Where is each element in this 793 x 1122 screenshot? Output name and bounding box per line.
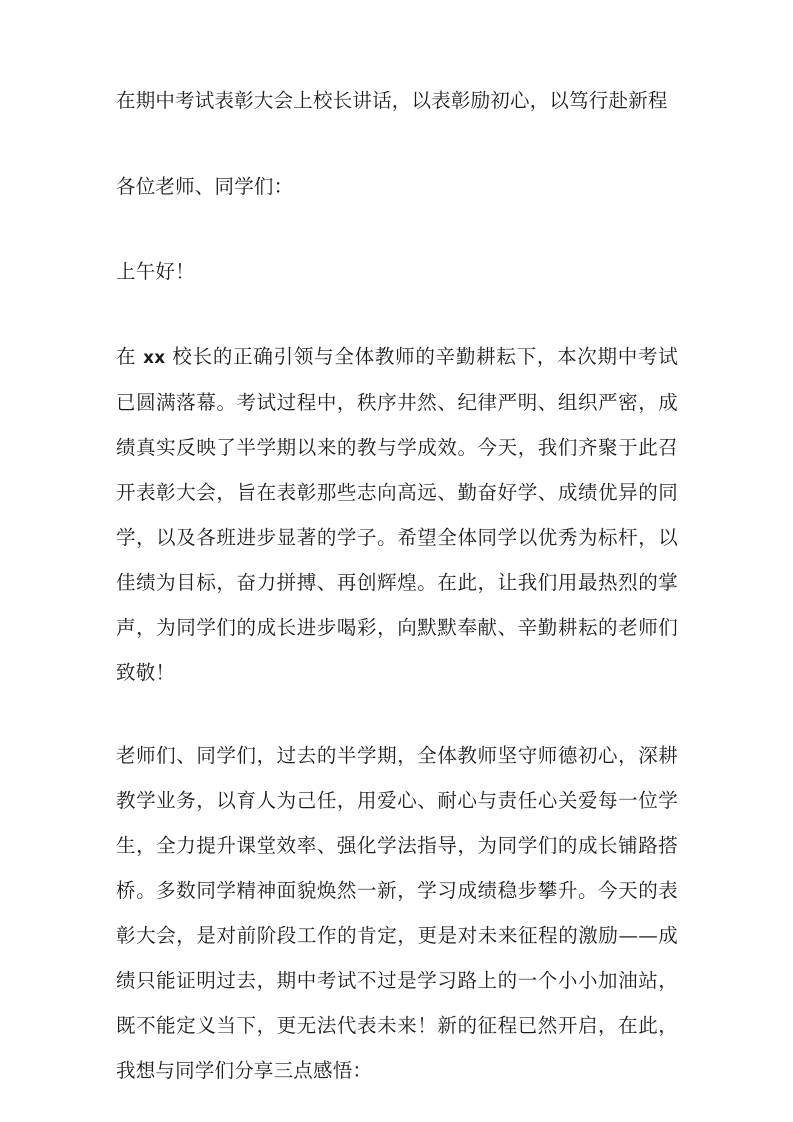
body-paragraph-2: 老师们、同学们，过去的半学期，全体教师坚守师德初心，深耕教学业务，以育人为己任，用爱心、耐心与责任心关爱每一位学生，全力提升课堂效率、强化学法指导，为同学们的成长铺路搭桥。多数同学精神面貌焕然一新，学习成绩稳步攀升。今天的表彰大会，是对前阶段工作的肯定，更是对未来征程的激励——成绩只能证明过去，期中考试不过是学习路上的一个小小加油站，既不能定义当下，更无法代表未来！新的征程已然开启，在此，我想与同学们分享三点感悟：: [116, 744, 678, 1082]
body-paragraph-1: [116, 334, 678, 695]
greeting-line: 上午好！: [116, 260, 195, 283]
document-body: [116, 78, 678, 1093]
paragraph-1-prefix: 在: [116, 345, 144, 368]
document-title: 在期中考试表彰大会上校长讲话，以表彰励初心，以笃行赴新程: [116, 89, 668, 112]
principal-name-placeholder: xx: [143, 348, 166, 367]
paragraph-1-text: 校长的正确引领与全体教师的辛勤耕耘下，本次期中考试已圆满落幕。考试过程中，秩序井然、纪律严明、组织严密，成绩真实反映了半学期以来的教与学成效。今天，我们齐聚于此召开表彰大会，旨在表彰那些志向高远、勤奋好学、成绩优异的同学，以及各班进步显著的学子。希望全体同学以优秀为标杆，以佳绩为目标，奋力拼搏、再创辉煌。在此，让我们用最热烈的掌声，为同学们的成长进步喝彩，向默默奉献、辛勤耕耘的老师们致敬！: [116, 345, 678, 684]
salutation-line: 各位老师、同学们：: [116, 175, 294, 198]
